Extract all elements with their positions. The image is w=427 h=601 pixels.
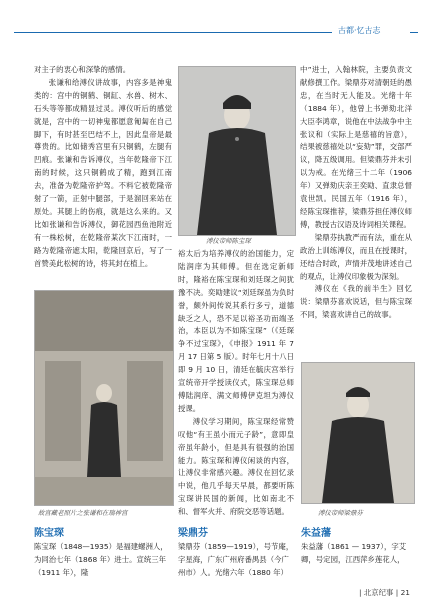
paragraph: 梁鼎芬执教严而有法，重在从政治上训练溥仪，而且在授课时，还结合时政，声情并茂地讲述自己的观点，让溥仪印象极为深刻。 xyxy=(300,232,412,281)
bio-text-liang-dingfen: 梁鼎芬（1859—1919），号节庵，字星海，广东广州府番禺县（今广州市）人。光绪六年（1880 年） xyxy=(178,542,294,577)
bio-text-chen-baochen: 陈宝琛（1848—1935）是福建螺洲人，为同治七年（1868 年）进士。宣统三年（1911 年），隆 xyxy=(34,542,168,577)
paragraph: 溥仪在《我的前半生》回忆说：梁鼎芬喜欢说话，但与陈宝琛不同，梁喜欢讲自己的故事。 xyxy=(300,284,412,320)
header-rule-end xyxy=(410,32,418,33)
photo-caption: 溥仪帝师陈宝琛 xyxy=(206,237,251,245)
column-1-text xyxy=(34,64,172,271)
photo-caption: 故宫藏老照片之张谦和在瑞神宫 xyxy=(38,509,128,517)
column-2-text xyxy=(178,248,294,519)
photo-caption: 溥仪帝师梁鼎芬 xyxy=(318,509,363,517)
photo-chen-baochen xyxy=(178,66,296,236)
header-rule xyxy=(14,32,332,33)
bio-name-chen-baochen: 陈宝琛 xyxy=(34,528,64,539)
bio-text-zhu-yifan: 朱益藩（1861 — 1937），字艾卿，号定园，江西萍乡莲花人， xyxy=(301,542,407,564)
page-footer: | 北京纪事 | 21 xyxy=(359,588,410,597)
bio-name-zhu-yifan: 朱益藩 xyxy=(301,528,331,539)
paragraph: 溥仪学习期间，陈宝琛经常赞叹他“有王虽小而元子龄”，意即皇帝虽年龄小，但是具有很强的治国能力。陈宝琛和溥仪闲谈的内容，让溥仪非常感兴趣。溥仪在回忆录中说，他几乎每天早晨，都要听陈宝琛讲民国的新闻，比如南北不和、督军火并、府院交恶等话题。 xyxy=(178,416,294,517)
photo-zhang-qianhe xyxy=(34,290,174,506)
paragraph: 对主子的衷心和深挚的感情。 xyxy=(34,65,131,74)
paragraph: 张谦和给溥仪讲故事，内容多是神鬼类的：宫中的铜鹤、铜缸、水兽、树木、石头等等都成精显过灵。溥仪听后的感觉就是，宫中的一切神鬼都愿意匍匐在自己脚下，有时甚至巴结不上，因此皇帝是最尊贵的。比如储秀宫里有只铜鹤，左腿有凹痕。张谦和告诉溥仪，当年乾隆帝下江南的时候，这只铜鹤成了精，跑到江南去，准备为乾隆帝护驾。不料它被乾隆帝射了一箭，正射中腿部，于是溜回来站在原处。其腿上的伤痕，就是这么来的。又比如张谦和告诉溥仪，御花园西鱼池附近有一株松树，在乾隆帝某次下江南时，一路为乾隆帝遮太阳，乾隆回京后，写了一首赞美此松树的诗，将其封在植上。 xyxy=(34,77,172,268)
bio-name-liang-dingfen: 梁鼎芬 xyxy=(178,528,208,539)
paragraph: 中”进士，入翰林院，主要负责文献修撰工作。梁鼎芬对清朝廷的愚忠，在当时无人能及。光绪十年（1884 年），他曾上书弹劾北洋大臣李鸿章，说他在中法战争中主张议和（实际上是慈禧的旨意），结果被慈禧处以“妄劾”罪，交部严议，降五级调用。但梁鼎芬并未引以为戒。在光绪三十二年（1906 年）又弹劾庆亲王奕劻、直隶总督袁世凯。民国五年（1916 年），经陈宝琛推荐，梁鼎芬担任溥仪师傅，教授古汉语及诗词相关课程。 xyxy=(300,65,412,229)
section-header: 古都·忆古志 xyxy=(338,26,381,35)
photo-liang-dingfen xyxy=(301,362,415,504)
column-3-text xyxy=(300,64,412,322)
paragraph: 裕太后为培养溥仪的治国能力，定陆润庠为其师傅。但在选定新师时，隆裕在陈宝琛和刘廷琛之间犹豫不决。奕劻建议“刘廷琛虽为负时誉，颇外间传说其系行多亏，道德缺乏之人，恐不足以裕圣功而端圣治，本臣以为不如陈宝琛”（《廷琛争不过宝琛》，《申报》1911 年 7 月 17 日第 5 版）。时年七月十八日即 9 月 10 日，清廷在毓庆宫举行宣统帝开学授读仪式，陈宝琛总师傅陆润庠、满文师傅伊克坦为溥仪授课。 xyxy=(178,249,294,413)
